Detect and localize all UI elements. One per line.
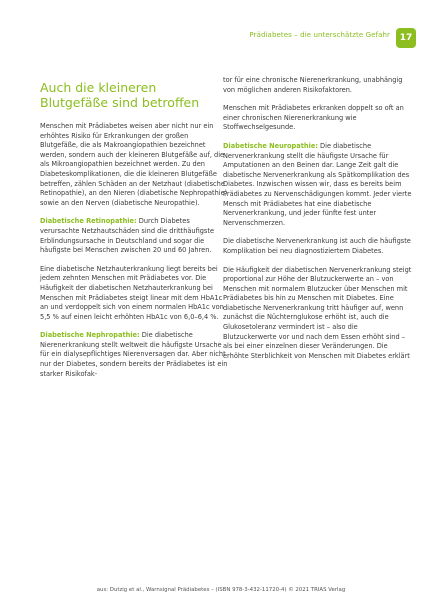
paragraph xyxy=(223,76,413,95)
paragraph xyxy=(40,331,228,379)
paragraph xyxy=(40,265,228,323)
paragraph-keyword: Diabetische Nephropathie: xyxy=(40,331,140,340)
paragraph-text: Eine diabetische Netzhauterkrankung liegt bereits bei jedem zehnten Menschen mit Prädiabetes vor. Die Häufigkeit der diabetischen Netzhauterkrankung bei Menschen mit Prädiabetes steigt linear mit dem HbA1c an und verdoppelt sich von einem normalen HbA1c von 5,5 % auf einen leicht erhöhten HbA1c von 6,0–6,4 %. xyxy=(40,264,224,321)
paragraph-keyword: Diabetische Retinopathie: xyxy=(40,217,137,226)
paragraph xyxy=(223,104,413,133)
paragraph xyxy=(40,122,228,208)
paragraph-text: Die diabetische Nierenerkrankung stellt weltweit die häufigste Ursache für ein dialysepflichtiges Nierenversagen dar. Aber nicht nur der Diabetes, sondern bereits der Prädiabetes ist ein starker Risikofak- xyxy=(40,331,228,378)
paragraph-text: Durch Diabetes verursachte Netzhautschäden sind die dritthäufigste Erblindungsursache in Deutschland und sogar die häufigste bei Menschen zwischen 20 und 60 Jahren. xyxy=(40,217,215,255)
paragraph xyxy=(223,142,413,228)
paragraph xyxy=(223,266,413,362)
paragraph xyxy=(223,237,413,256)
article-title: Auch die kleineren Blutgefäße sind betroffen xyxy=(40,80,200,110)
right-column xyxy=(223,76,413,370)
running-title: Prädiabetes – die unterschätzte Gefahr xyxy=(249,31,390,39)
left-column xyxy=(40,76,228,388)
paragraph-text: Die Häufigkeit der diabetischen Nervenerkrankung steigt proportional zur Höhe der Blutzuckerwerte an – von Menschen mit normalem Blutzucker über Menschen mit Prädiabetes bis hin zu Menschen mit Diabetes. Eine diabetische Nervenerkrankung tritt häufiger auf, wenn zunächst die Nüchternglukose erhöht ist, auch die Glukosetoleranz vermindert ist – also die Blutzuckerwerte vor und nach dem Essen erhöht sind – als bei einer einzelnen dieser Veränderungen. Die erhöhte Sterblichkeit von Menschen mit Diabetes erklärt xyxy=(223,265,412,360)
paragraph-text: Die diabetische Nervenerkrankung ist auch die häufigste Komplikation bei neu diagnostiziertem Diabetes. xyxy=(223,237,411,255)
page-footer: aus: Dutzig et al., Warnsignal Prädiabetes – (ISBN 978-3-432-11720-4) © 2021 TRIAS Verlag xyxy=(96,587,346,593)
paragraph-text: Menschen mit Prädiabetes weisen aber nicht nur ein erhöhtes Risiko für Erkrankungen der großen Blutgefäße, die als Makroangiopathien bezeichnet werden, sondern auch der kleineren Blutgefäße auf, die als Mikroangiopathien bezeichnet werden. Zu den Diabeteskomplikationen, die die kleineren Blutgefäße betreffen, zählen Schäden an der Netzhaut (diabetische Retinopathie), an den Nieren (diabetische Nephropathie) sowie an den Nerven (diabetische Neuropathie). xyxy=(40,122,228,207)
paragraph-text: Die diabetische Nervenerkrankung stellt die häufigste Ursache für Amputationen an den Beinen dar. Lange Zeit galt die diabetische Nervenerkrankung als Spätkomplikation des Diabetes. Inzwischen wissen wir, dass es bereits beim Prädiabetes zu Nervenschädigungen kommt. Jeder vierte Mensch mit Prädiabetes hat eine diabetische Nervenerkrankung, und jeder fünfte fest unter Nervenschmerzen. xyxy=(223,141,412,227)
paragraph-keyword: Diabetische Neuropathie: xyxy=(223,141,318,150)
paragraph-text: tor für eine chronische Nierenerkrankung, unabhängig von möglichen anderen Risikofaktoren. xyxy=(223,76,403,94)
page-number-badge: 17 xyxy=(396,28,416,48)
running-header xyxy=(0,28,442,50)
paragraph xyxy=(40,217,228,255)
paragraph-text: Menschen mit Prädiabetes erkranken doppelt so oft an einer chronischen Nierenerkrankung wie Stoffwechselgesunde. xyxy=(223,104,404,132)
